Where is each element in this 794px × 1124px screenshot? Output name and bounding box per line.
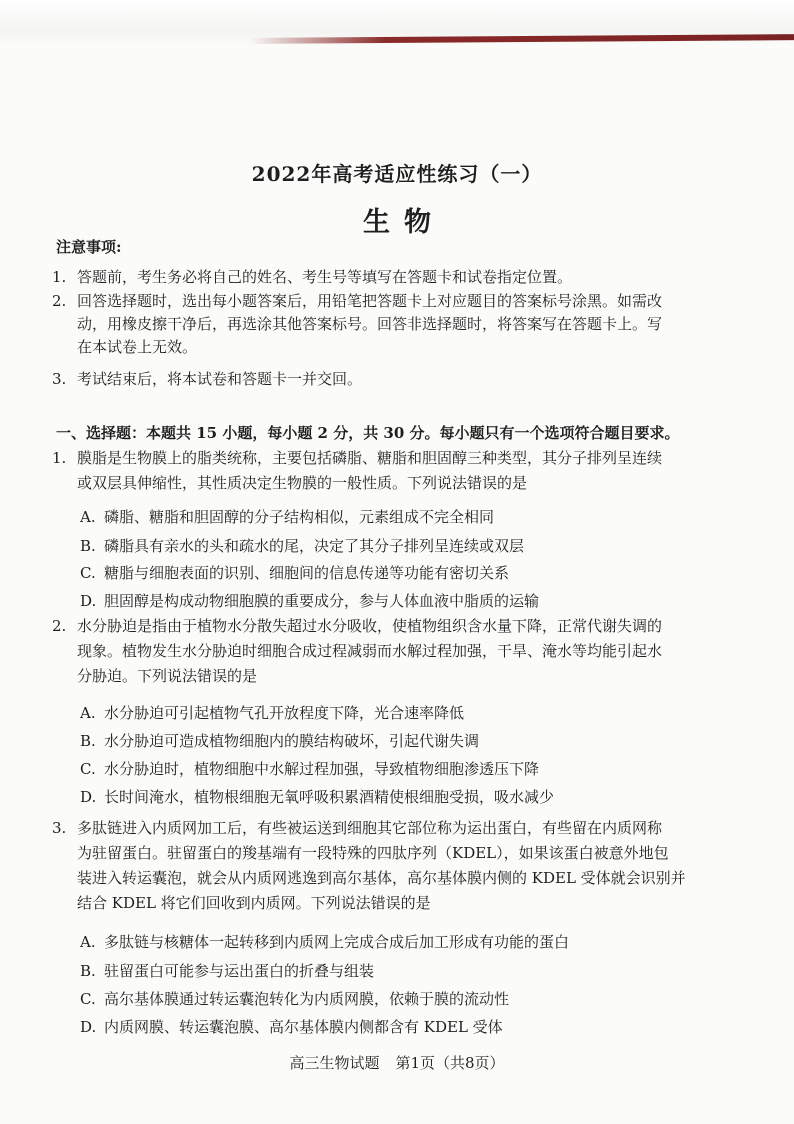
option-letter: D. [80,788,97,806]
option-text: 磷脂、糖脂和胆固醇的分子结构相似，元素组成不完全相同 [104,508,495,526]
option-letter: D. [80,592,97,610]
question-1-option-c [80,562,720,584]
notice-item-text: 考试结束后，将本试卷和答题卡一并交回。 [77,370,363,388]
notice-item [52,290,692,359]
question-text: 现象。植物发生水分胁迫时细胞合成过程减弱而水解过程加强，干旱、淹水等均能引起水 [77,642,663,660]
notice-item-number: 3. [52,370,67,388]
notice-item-text: 在本试卷上无效。 [77,338,198,356]
option-letter: B. [80,537,96,555]
question-1-option-a [80,506,720,528]
notice-item [52,368,692,391]
notice-item-text: 动，用橡皮擦干净后，再选涂其他答案标号。回答非选择题时，将答案写在答题卡上。写 [77,315,663,333]
section-heading: 一、选择题：本题共 15 小题，每小题 2 分，共 30 分。每小题只有一个选项符合题目要求。 [56,424,680,442]
question-number: 2. [52,617,67,635]
question-3-stem [52,816,702,916]
option-text: 水分胁迫可引起植物气孔开放程度下降，光合速率降低 [104,704,465,722]
question-text: 膜脂是生物膜上的脂类统称，主要包括磷脂、糖脂和胆固醇三种类型，其分子排列呈连续 [77,449,663,467]
page-footer [0,1052,794,1073]
option-letter: B. [80,732,96,750]
question-3-option-b [80,960,720,982]
option-text: 内质网膜、转运囊泡膜、高尔基体膜内侧都含有 KDEL 受体 [104,1018,503,1036]
question-3-option-a [80,931,720,953]
option-letter: C. [80,990,96,1008]
question-text: 分胁迫。下列说法错误的是 [77,667,258,685]
question-text: 或双层具伸缩性，其性质决定生物膜的一般性质。下列说法错误的是 [77,474,528,492]
question-number: 3. [52,819,67,837]
notice-item-text: 回答选择题时，选出每小题答案后，用铅笔把答题卡上对应题目的答案标号涂黑。如需改 [77,292,663,310]
notice-item [52,266,692,289]
notice-item-text: 答题前，考生务必将自己的姓名、考生号等填写在答题卡和试卷指定位置。 [77,268,573,286]
question-1-stem [52,446,702,496]
footer-exam-name: 高三生物试题 [289,1054,380,1072]
option-letter: C. [80,564,96,582]
question-3-option-c [80,988,720,1010]
question-text: 结合 KDEL 将它们回收到内质网。下列说法错误的是 [77,894,431,912]
option-text: 高尔基体膜通过转运囊泡转化为内质网膜，依赖于膜的流动性 [104,990,510,1008]
option-letter: C. [80,760,96,778]
question-2-stem [52,614,702,689]
option-text: 长时间淹水，植物根细胞无氧呼吸积累酒精使根细胞受损，吸水减少 [104,788,555,806]
question-1-option-b [80,535,720,557]
question-2-option-b [80,730,720,752]
question-number: 1. [52,449,67,467]
option-letter: D. [80,1018,97,1036]
question-2-option-d [80,786,720,808]
option-text: 胆固醇是构成动物细胞膜的重要成分，参与人体血液中脂质的运输 [104,592,540,610]
question-text: 装进入转运囊泡，就会从内质网逃逸到高尔基体，高尔基体膜内侧的 KDEL 受体就会识别并 [77,869,686,887]
question-2-option-c [80,758,720,780]
option-letter: A. [80,704,96,722]
option-text: 水分胁迫时，植物细胞中水解过程加强，导致植物细胞渗透压下降 [104,760,540,778]
exam-title: 2022年高考适应性练习（一） [251,162,543,186]
question-text: 为驻留蛋白。驻留蛋白的羧基端有一段特殊的四肽序列（KDEL），如果该蛋白被意外地包 [77,844,669,862]
notice-title: 注意事项: [56,238,122,256]
exam-subject: 生物 [363,207,445,238]
option-letter: B. [80,962,96,980]
notice-item-number: 1. [52,268,67,286]
option-letter: A. [80,508,96,526]
question-1-option-d [80,590,720,612]
option-text: 水分胁迫可造成植物细胞内的膜结构破坏，引起代谢失调 [104,732,480,750]
footer-page-number: 第1页（共8页） [395,1054,505,1072]
option-text: 糖脂与细胞表面的识别、细胞间的信息传递等功能有密切关系 [104,564,510,582]
option-text: 驻留蛋白可能参与运出蛋白的折叠与组装 [104,962,375,980]
question-text: 水分胁迫是指由于植物水分散失超过水分吸收，使植物组织含水量下降，正常代谢失调的 [77,617,663,635]
question-2-option-a [80,702,720,724]
question-text: 多肽链进入内质网加工后，有些被运送到细胞其它部位称为运出蛋白，有些留在内质网称 [77,819,663,837]
option-letter: A. [80,933,96,951]
option-text: 多肽链与核糖体一起转移到内质网上完成合成后加工形成有功能的蛋白 [104,933,570,951]
question-3-option-d [80,1016,720,1038]
option-text: 磷脂具有亲水的头和疏水的尾，决定了其分子排列呈连续或双层 [104,537,525,555]
notice-item-number: 2. [52,292,67,310]
